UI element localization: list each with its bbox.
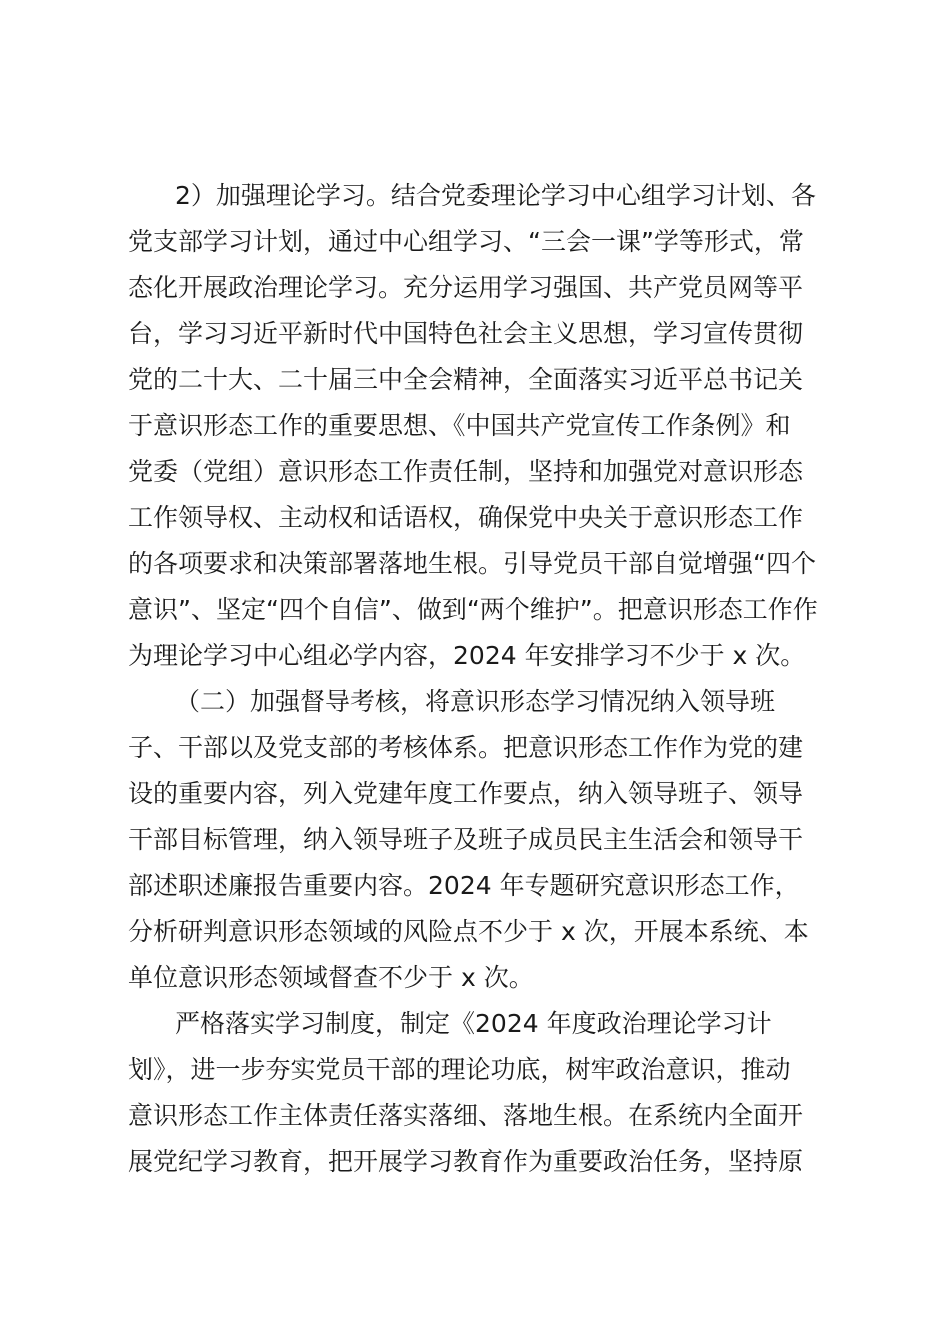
paragraph-3-line-1: 严格落实学习制度，制定《2024 年度政治理论学习计 [175,1009,772,1038]
paragraph-2-line-2: 子、干部以及党支部的考核体系。把意识形态工作作为党的建 [128,733,804,762]
paragraph-2-line-5: 部述职述廉报告重要内容。2024 年专题研究意识形态工作， [128,871,800,900]
paragraph-1-line-4: 台，学习习近平新时代中国特色社会主义思想，学习宣传贯彻 [128,319,804,348]
paragraph-1-line-10: 意识”、坚定“四个自信”、做到“两个维护”。把意识形态工作作 [128,595,818,624]
paragraph-3-line-4: 展党纪学习教育，把开展学习教育作为重要政治任务，坚持原 [128,1147,804,1176]
paragraph-3-line-3: 意识形态工作主体责任落实落细、落地生根。在系统内全面开 [128,1101,804,1130]
paragraph-1-line-1: 2）加强理论学习。结合党委理论学习中心组学习计划、各 [175,181,816,210]
paragraph-2-line-7: 单位意识形态领域督查不少于 x 次。 [128,963,534,992]
paragraph-3-line-2: 划》，进一步夯实党员干部的理论功底，树牢政治意识，推动 [128,1055,791,1084]
paragraph-2-line-3: 设的重要内容，列入党建年度工作要点，纳入领导班子、领导 [128,779,804,808]
paragraph-1-line-3: 态化开展政治理论学习。充分运用学习强国、共产党员网等平 [128,273,804,302]
paragraph-1-line-11: 为理论学习中心组必学内容，2024 年安排学习不少于 x 次。 [128,641,806,670]
paragraph-1-line-7: 党委（党组）意识形态工作责任制，坚持和加强党对意识形态 [128,457,804,486]
paragraph-1-line-5: 党的二十大、二十届三中全会精神，全面落实习近平总书记关 [128,365,804,394]
paragraph-1-line-6: 于意识形态工作的重要思想、《中国共产党宣传工作条例》和 [128,411,791,440]
paragraph-1-line-2: 党支部学习计划，通过中心组学习、“三会一课”学等形式，常 [128,227,804,256]
paragraph-2-line-6: 分析研判意识形态领域的风险点不少于 x 次，开展本系统、本 [128,917,809,946]
paragraph-1-line-9: 的各项要求和决策部署落地生根。引导党员干部自觉增强“四个 [128,549,816,578]
paragraph-2-line-4: 干部目标管理，纳入领导班子及班子成员民主生活会和领导干 [128,825,804,854]
paragraph-1-line-8: 工作领导权、主动权和话语权，确保党中央关于意识形态工作 [128,503,804,532]
paragraph-2-line-1: （二）加强督导考核，将意识形态学习情况纳入领导班 [175,687,776,716]
